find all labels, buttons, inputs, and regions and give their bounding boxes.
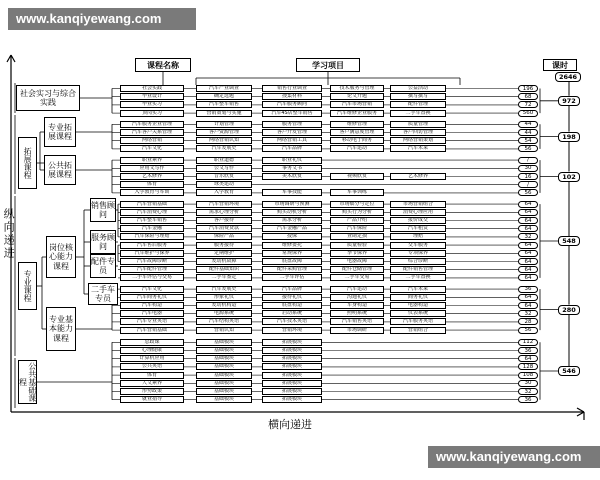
- group-expand: [18, 137, 37, 189]
- course-box: 职业素养: [120, 157, 184, 164]
- group-total-hours: 548: [558, 236, 580, 246]
- row-hours: 112: [518, 339, 538, 346]
- project-cell: 军事训练: [330, 189, 384, 196]
- row-hours: 64: [518, 294, 538, 301]
- course-box: 心理健康: [120, 347, 184, 354]
- group-total-hours: 972: [558, 96, 580, 106]
- project-cell: 底盘故障: [262, 258, 322, 265]
- row-hours: /: [518, 181, 538, 188]
- project-cell: 客户资源管理: [196, 129, 252, 136]
- group-basic: 专业基本能力课程: [46, 307, 76, 351]
- row-hours: 56: [518, 189, 538, 196]
- project-cell: 营销策划与实施: [196, 110, 252, 117]
- project-cell: 配件仓储管理: [330, 266, 384, 273]
- row-hours: 36: [518, 396, 538, 403]
- course-box: 汽车保险与理赔: [120, 233, 184, 240]
- project-cell: 汽车运动: [330, 145, 384, 152]
- course-box: 就业指导: [120, 396, 184, 403]
- course-box: 社会实践: [120, 85, 184, 92]
- project-cell: 市场调研与预测: [262, 201, 322, 208]
- project-cell: 沟通礼仪: [330, 294, 384, 301]
- project-cell: 销售行业调查: [262, 85, 322, 92]
- course-box: 汽车维护与保养: [120, 250, 184, 257]
- project-cell: 拓展模块: [262, 347, 322, 354]
- project-cell: 汽车4S店整车销售: [262, 110, 322, 117]
- project-cell: 二手车评估: [262, 274, 322, 281]
- project-cell: 交车服务: [390, 242, 446, 249]
- project-cell: 定期维护: [196, 250, 252, 257]
- row-hours: 64: [518, 225, 538, 232]
- vertical-axis-label: [2, 208, 14, 263]
- row-hours: 36: [518, 286, 538, 293]
- project-cell: 拓展模块: [262, 355, 322, 362]
- project-cell: 汽车发展史: [196, 286, 252, 293]
- project-cell: 汽车维修企业服务: [330, 110, 384, 117]
- project-cell: 确定选题: [196, 93, 252, 100]
- project-cell: 汽车服务英语: [390, 318, 446, 325]
- vertical-axis-text: 纵向递进: [2, 208, 16, 260]
- row-hours: 64: [518, 209, 538, 216]
- course-box: 汽车营销基础: [120, 201, 184, 208]
- project-cell: 客户开发管理: [262, 129, 322, 136]
- project-cell: 艺术修养: [390, 173, 446, 180]
- project-cell: 视频欣赏: [330, 173, 384, 180]
- course-box: 汽车电器: [120, 310, 184, 317]
- project-cell: 发动机故障: [196, 258, 252, 265]
- group-social-practice: 社会实习与综合实践: [16, 85, 80, 111]
- project-cell: 汽车品牌: [262, 286, 322, 293]
- project-cell: 入学教育: [196, 189, 252, 196]
- project-cell: 网络营销工具: [262, 137, 322, 144]
- row-hours: 36: [518, 347, 538, 354]
- project-cell: 购买行为分析: [330, 209, 384, 216]
- project-cell: 质量检验: [330, 242, 384, 249]
- project-cell: 拓展模块: [262, 388, 322, 395]
- project-cell: 基础模块: [196, 355, 252, 362]
- row-hours: 72: [518, 101, 538, 108]
- project-cell: 论文开题: [330, 93, 384, 100]
- project-cell: 美术欣赏: [262, 173, 322, 180]
- project-cell: 拓展模块: [262, 396, 322, 403]
- project-cell: 汽车产业调查: [196, 85, 252, 92]
- project-cell: 配件基础知识: [196, 266, 252, 273]
- project-cell: 形象礼仪: [196, 294, 252, 301]
- row-hours: 64: [518, 355, 538, 362]
- project-cell: 发动机构造: [196, 302, 252, 309]
- project-cell: 球类运动: [196, 181, 252, 188]
- project-cell: 照明系统: [330, 310, 384, 317]
- course-box: 公共英语: [120, 363, 184, 370]
- course-box: 汽车专业英语: [120, 318, 184, 325]
- header-projects: 学习项目: [296, 58, 360, 72]
- group-public-text: 公共基础课程: [18, 362, 37, 402]
- project-cell: 二手车置换: [390, 110, 446, 117]
- group-sales: 销售顾问: [90, 198, 116, 222]
- project-cell: 接待礼仪: [262, 294, 322, 301]
- row-hours: 32: [518, 388, 538, 395]
- project-cell: 服务接待: [196, 242, 252, 249]
- project-cell: 汽车结构英语: [196, 318, 252, 325]
- row-hours: 64: [518, 217, 538, 224]
- project-cell: 二手车鉴定: [196, 274, 252, 281]
- project-cell: 基础模块: [196, 380, 252, 387]
- course-box: 二手车评估与交易: [120, 274, 184, 281]
- project-cell: 电器故障: [330, 258, 384, 265]
- project-cell: 二手车交易: [330, 274, 384, 281]
- project-cell: 汽车发展史: [196, 145, 252, 152]
- project-cell: 网络营销认知: [196, 137, 252, 144]
- project-cell: 公文写作: [196, 165, 252, 172]
- project-cell: 车身构造: [330, 302, 384, 309]
- row-hours: 32: [518, 233, 538, 240]
- project-cell: 仪表系统: [390, 310, 446, 317]
- project-cell: 投保: [262, 233, 322, 240]
- row-hours: 68: [518, 93, 538, 100]
- row-hours: 64: [518, 258, 538, 265]
- row-hours: 64: [518, 274, 538, 281]
- project-cell: 常规保养: [262, 250, 322, 257]
- project-cell: 季节保养: [330, 250, 384, 257]
- project-cell: 配件销售管理: [390, 266, 446, 273]
- project-cell: 汽车技术英语: [262, 318, 322, 325]
- connector-line: [11, 55, 15, 62]
- group-expand-text: 拓展课程: [23, 147, 33, 179]
- row-hours: /: [518, 157, 538, 164]
- group-pub-expand: 公共拓展课程: [44, 155, 76, 185]
- project-cell: 汽车品牌: [262, 145, 322, 152]
- project-cell: 维修管理: [330, 121, 384, 128]
- project-cell: 汽车消费贷款: [196, 225, 252, 232]
- project-cell: 市场细分与定位: [330, 201, 384, 208]
- project-cell: 汽车金融产品: [262, 225, 322, 232]
- course-box: 毕业实习: [120, 101, 184, 108]
- project-cell: 汽车营销环境: [196, 201, 252, 208]
- project-cell: 营销环境: [262, 327, 322, 334]
- project-cell: 计划管理: [196, 121, 252, 128]
- course-box: 汽车构造: [120, 302, 184, 309]
- project-cell: 理赔: [390, 233, 446, 240]
- course-box: 汽车商务礼仪: [120, 294, 184, 301]
- project-cell: 基础模块: [196, 347, 252, 354]
- project-cell: 拓展模块: [262, 339, 322, 346]
- course-box: 入学教育与军训: [120, 189, 184, 196]
- project-cell: 市场营销组合: [390, 201, 446, 208]
- project-cell: 职业道德: [196, 157, 252, 164]
- header-course-name: 课程名称: [135, 58, 191, 72]
- project-cell: 汽车未来: [390, 145, 446, 152]
- project-cell: 公益活动: [390, 85, 446, 92]
- group-total-hours: 280: [558, 305, 580, 315]
- project-cell: 拓展模块: [262, 363, 322, 370]
- row-hours: 64: [518, 242, 538, 249]
- row-hours: 56: [518, 145, 538, 152]
- course-box: 顶岗实习: [120, 110, 184, 117]
- group-pro-expand: 专业拓展课程: [44, 117, 76, 147]
- course-box: 汽车文化: [120, 145, 184, 152]
- project-cell: 专项保养: [390, 250, 446, 257]
- row-hours: 108: [518, 372, 538, 379]
- course-box: 汽车消费心理: [120, 209, 184, 216]
- row-hours: 30: [518, 165, 538, 172]
- project-cell: 商务礼仪: [390, 294, 446, 301]
- project-cell: 汽车整车销售: [196, 101, 252, 108]
- row-hours: 560: [518, 110, 538, 117]
- project-cell: 客户接待: [196, 217, 252, 224]
- project-cell: 二手车置换: [390, 274, 446, 281]
- row-hours: 64: [518, 302, 538, 309]
- group-core: 岗位核心能力课程: [46, 236, 76, 278]
- project-cell: 维修委托: [262, 242, 322, 249]
- project-cell: 基础模块: [196, 396, 252, 403]
- row-hours: 54: [518, 137, 538, 144]
- project-cell: 客户回访管理: [390, 129, 446, 136]
- group-pro-course: [18, 262, 37, 310]
- project-cell: 拓展模块: [262, 380, 322, 387]
- project-cell: 拓展模块: [262, 372, 322, 379]
- course-box: 形势政策: [120, 388, 184, 395]
- project-cell: 报价成交: [390, 217, 446, 224]
- project-cell: 汽车运动: [330, 286, 384, 293]
- project-cell: 营销组合: [390, 327, 446, 334]
- row-hours: 32: [518, 310, 538, 317]
- project-cell: 职业礼仪: [262, 157, 322, 164]
- course-box: 计算机应用: [120, 355, 184, 362]
- horizontal-axis-label: 横向递进: [268, 418, 312, 431]
- course-box: 汽车金融: [120, 225, 184, 232]
- row-hours: 64: [518, 266, 538, 273]
- project-cell: 基础模块: [196, 372, 252, 379]
- group-service: 服务顾问: [90, 230, 116, 254]
- course-box: 汽车故障诊断: [120, 258, 184, 265]
- course-box: 艺术修养: [120, 173, 184, 180]
- project-cell: 产品介绍: [330, 217, 384, 224]
- group-parts: 配件专员: [90, 254, 116, 278]
- project-cell: 综合诊断: [390, 258, 446, 265]
- project-cell: 电器构造: [390, 302, 446, 309]
- project-cell: 汽车保险: [330, 225, 384, 232]
- project-cell: 消费心理应用: [390, 209, 446, 216]
- row-hours: 44: [518, 129, 538, 136]
- row-hours: 64: [518, 201, 538, 208]
- project-cell: 移动电子商务: [330, 137, 384, 144]
- group-total-hours: 198: [558, 132, 580, 142]
- project-cell: 汽车服务顾问: [262, 101, 322, 108]
- course-box: 汽车整车销售: [120, 217, 184, 224]
- project-cell: 汽车未来: [390, 286, 446, 293]
- total-hours: 2646: [555, 72, 581, 82]
- header-hours: 课时: [543, 59, 577, 71]
- project-cell: 客户满意度管理: [330, 129, 384, 136]
- course-box: 人文素养: [120, 380, 184, 387]
- project-cell: 查勘定损: [330, 233, 384, 240]
- group-pro-course-text: 专业课程: [23, 270, 33, 302]
- project-cell: 汽车租赁: [390, 225, 446, 232]
- course-box: 汽车服务企业管理: [120, 121, 184, 128]
- row-hours: 128: [518, 363, 538, 370]
- watermark-bottom: www.kanqiyewang.com: [428, 446, 600, 468]
- project-cell: 质量管理: [390, 121, 446, 128]
- project-cell: 保险产品: [196, 233, 252, 240]
- group-used-car: 二手车专员: [88, 283, 118, 305]
- project-cell: 汽车市场营销: [330, 101, 384, 108]
- course-box: 体育: [120, 181, 184, 188]
- project-cell: 技术服务与管理: [330, 85, 384, 92]
- project-cell: 配件管理: [390, 101, 446, 108]
- project-cell: 音乐欣赏: [196, 173, 252, 180]
- project-cell: 基础模块: [196, 339, 252, 346]
- project-cell: 网络营销策划: [390, 137, 446, 144]
- project-cell: 电源系统: [196, 310, 252, 317]
- row-hours: 30: [518, 380, 538, 387]
- course-box: 汽车配件管理: [120, 266, 184, 273]
- project-cell: 搜集材料: [262, 93, 322, 100]
- project-cell: 事务文书: [262, 165, 322, 172]
- row-hours: 56: [518, 327, 538, 334]
- project-cell: 配件采购管理: [262, 266, 322, 273]
- project-cell: 军事技能: [262, 189, 322, 196]
- row-hours: 44: [518, 121, 538, 128]
- project-cell: 基础模块: [196, 363, 252, 370]
- project-cell: 营销认知: [196, 327, 252, 334]
- row-hours: 196: [518, 85, 538, 92]
- course-box: 体育: [120, 372, 184, 379]
- course-box: 应用文写作: [120, 165, 184, 172]
- project-cell: 启动系统: [262, 310, 322, 317]
- course-box: 汽车客户关系管理: [120, 129, 184, 136]
- course-box: 汽车文化: [120, 286, 184, 293]
- project-cell: 底盘构造: [262, 302, 322, 309]
- project-cell: 汽车销售英语: [330, 318, 384, 325]
- row-hours: 28: [518, 318, 538, 325]
- group-total-hours: 102: [558, 172, 580, 182]
- group-total-hours: 546: [558, 366, 580, 376]
- project-cell: 基础模块: [196, 388, 252, 395]
- project-cell: 服务管理: [262, 121, 322, 128]
- course-box: 思政课: [120, 339, 184, 346]
- group-public: [18, 360, 37, 404]
- course-box: 毕业设计: [120, 93, 184, 100]
- project-cell: 市场调研: [330, 327, 384, 334]
- course-box: 汽车营销基础: [120, 327, 184, 334]
- project-cell: 购买动机分析: [262, 209, 322, 216]
- watermark-top: www.kanqiyewang.com: [8, 8, 196, 30]
- row-hours: 64: [518, 250, 538, 257]
- project-cell: 需求分析: [262, 217, 322, 224]
- course-box: 网络营销: [120, 137, 184, 144]
- project-cell: 撰写撰写: [390, 93, 446, 100]
- course-box: 汽车售后服务: [120, 242, 184, 249]
- project-cell: 需求心理分析: [196, 209, 252, 216]
- row-hours: 16: [518, 173, 538, 180]
